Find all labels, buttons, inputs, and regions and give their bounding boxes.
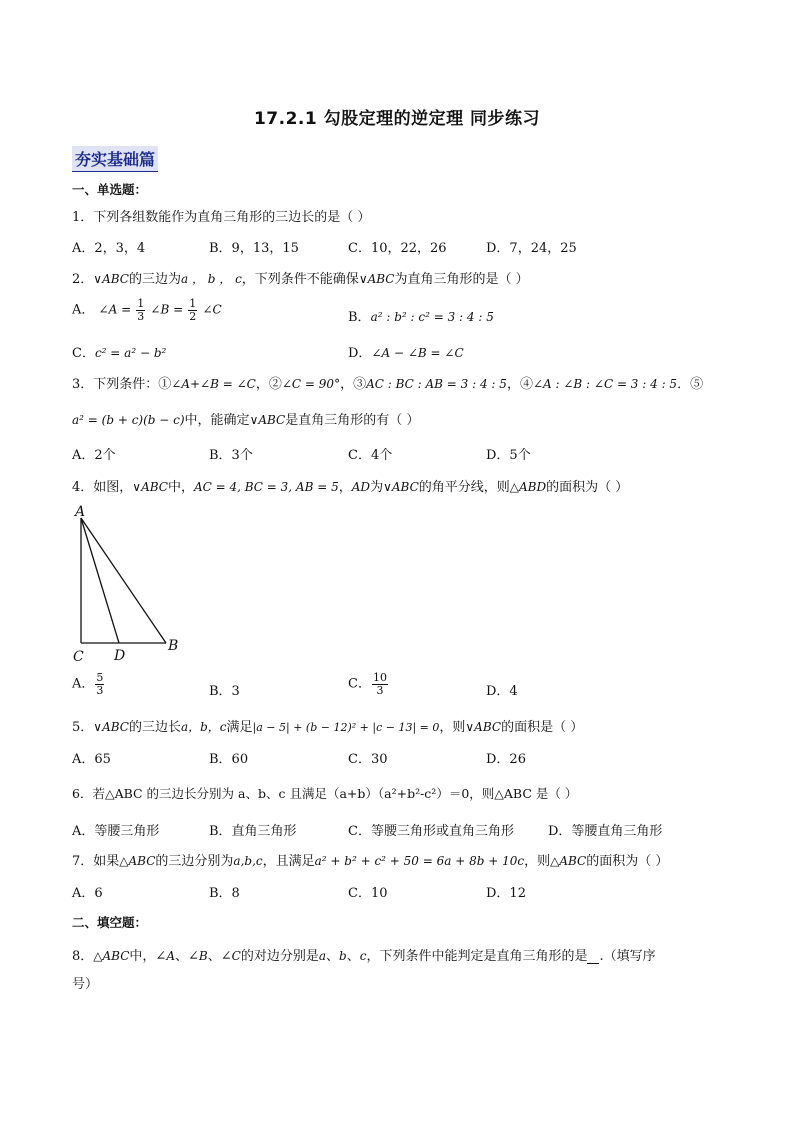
q3-stem-line1: 3．下列条件：①∠A+∠B = ∠C，②∠C = 90°，③AC : BC : AB = 3 : 4 : 5，④∠A : ∠B : ∠C = 3 : 4 : 5．⑤: [72, 377, 704, 392]
q2-option-c: C．c² = a² − b²: [72, 346, 167, 361]
q3-option-b: B．3个: [209, 448, 253, 463]
q6-option-c: C．等腰三角形或直角三角形: [348, 824, 514, 839]
q1-option-b: B．9，13，15: [209, 241, 299, 256]
q3-option-d: D．5个: [486, 448, 531, 463]
q5-option-b: B．60: [209, 752, 249, 767]
fraction: $\frac{5}{3}$: [96, 671, 104, 697]
fraction: $\frac{10}{3}$: [372, 671, 387, 697]
page-title: 17.2.1 勾股定理的逆定理 同步练习: [253, 109, 541, 129]
q6-stem: 6．若△ABC 的三边长分别为 a、b、c 且满足（a+b）（a²+b²-c²）＝0，则△ABC 是（ ）: [72, 786, 578, 801]
vertex-label-a: A: [75, 504, 86, 520]
q2-option-b: B．a² : b² : c² = 3 : 4 : 5: [348, 310, 494, 325]
q5-option-d: D．26: [486, 752, 526, 767]
q3-stem-line2: a² = (b + c)(b − c)中，能确定∨ABC是直角三角形的有（ ）: [72, 413, 420, 428]
q1-option-c: C．10，22，26: [348, 241, 447, 256]
q7-option-c: C．10: [348, 886, 388, 901]
q1-stem: 1．下列各组数能作为直角三角形的三边长的是（ ）: [72, 210, 371, 225]
q4-option-c: C． $\frac{10}{3}$: [348, 671, 387, 697]
vertex-label-c: C: [73, 649, 84, 665]
q6-option-b: B．直角三角形: [209, 824, 297, 839]
point-label-d: D: [114, 648, 126, 664]
q5-stem: 5．∨ABC的三边长a，b，c满足|a − 5| + (b − 12)² + |c − 13| = 0，则∨ABC的面积是（ ）: [72, 720, 584, 735]
q2-option-d: D．∠A − ∠B = ∠C: [348, 346, 464, 361]
fraction: $\frac{1}{2}$: [189, 297, 197, 323]
q8-stem-line2: 号）: [72, 977, 99, 992]
side-ab: [81, 518, 166, 643]
vertex-label-b: B: [168, 638, 179, 654]
q1-option-a: A．2，3，4: [72, 241, 146, 256]
part1-heading: 一、单选题：: [72, 182, 148, 197]
section-tag: 夯实基础篇: [72, 146, 158, 172]
q2-stem: 2．∨ABC的三边为a ， b ， c，下列条件不能确保∨ABC为直角三角形的是（ ）: [72, 272, 529, 287]
part2-heading: 二、填空题：: [72, 915, 148, 930]
answer-blank[interactable]: [587, 951, 599, 964]
q3-option-a: A．2个: [72, 448, 116, 463]
q2-option-a: A． ∠A = $\frac{1}{3}$ ∠B = $\frac{1}{2}$ ∠C: [72, 297, 222, 323]
segment-ad: [81, 518, 119, 643]
q1-option-d: D．7，24，25: [486, 241, 577, 256]
triangle-figure: [70, 500, 190, 666]
q4-option-a: A． $\frac{5}{3}$: [72, 671, 104, 697]
q4-stem: 4．如图，∨ABC中，AC = 4, BC = 3, AB = 5，AD为∨ABC的角平分线，则△ABD的面积为（ ）: [72, 480, 629, 495]
q5-option-c: C．30: [348, 752, 388, 767]
q6-option-a: A．等腰三角形: [72, 824, 160, 839]
q3-option-c: C．4个: [348, 448, 393, 463]
q7-option-a: A．6: [72, 886, 103, 901]
q4-option-b: B．3: [209, 684, 240, 699]
q7-stem: 7．如果△ABC的三边分别为a,b,c，且满足a² + b² + c² + 50 = 6a + 8b + 10c，则△ABC的面积为（ ）: [72, 854, 669, 869]
q4-option-d: D．4: [486, 684, 518, 699]
q6-option-d: D．等腰直角三角形: [548, 824, 663, 839]
q7-option-d: D．12: [486, 886, 526, 901]
q5-option-a: A．65: [72, 752, 111, 767]
q7-option-b: B．8: [209, 886, 240, 901]
q8-stem-line1: 8．△ABC中，∠A、∠B、∠C的对边分别是a、b、c，下列条件中能判定是直角三角形的是 .（填写序: [72, 949, 656, 964]
fraction: $\frac{1}{3}$: [137, 297, 145, 323]
